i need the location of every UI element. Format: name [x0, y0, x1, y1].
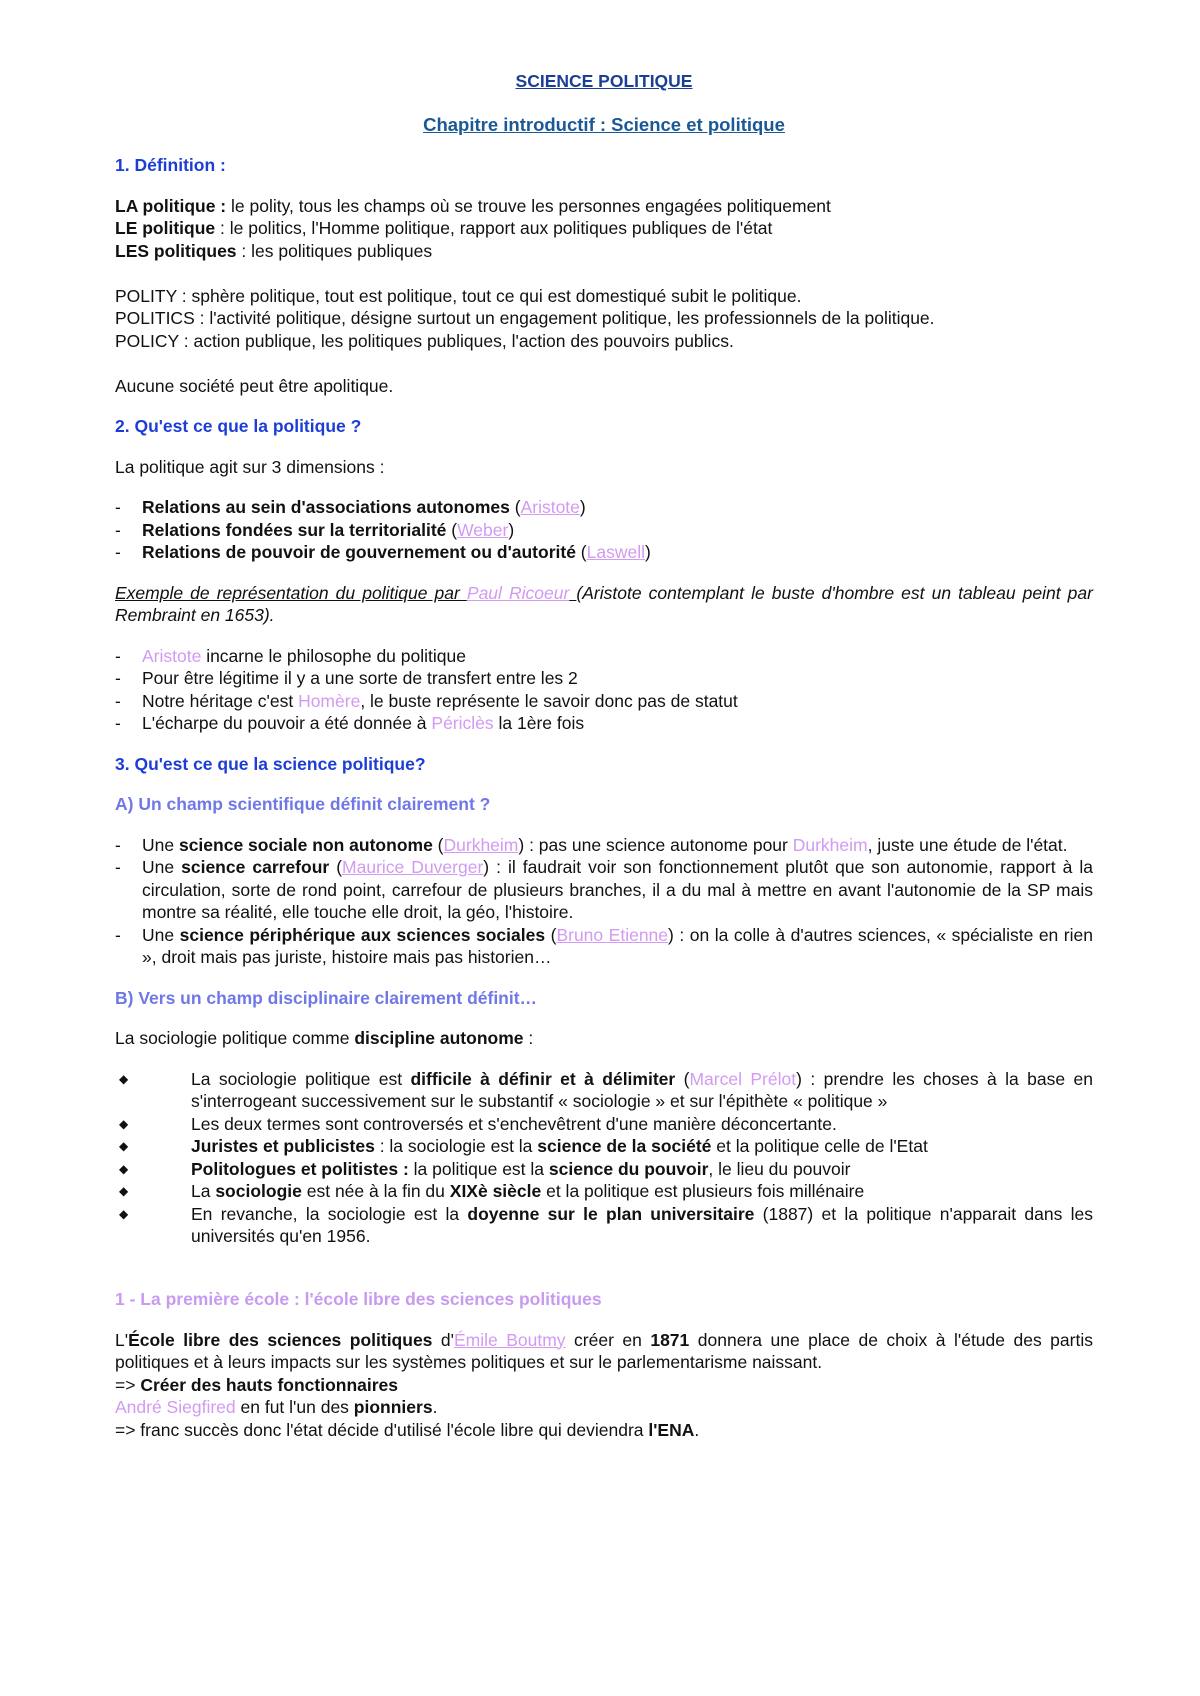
list-item: ◆ Les deux termes sont controversés et s'enchevêtrent d'une manière déconcertante. — [119, 1113, 837, 1134]
diamond-bullet-icon: ◆ — [119, 1116, 129, 1131]
section-heading-politique: 2. Qu'est ce que la politique ? — [115, 416, 362, 436]
hauts-fonctionnaires-line: => Créer des hauts fonctionnaires — [115, 1374, 399, 1395]
diamond-bullet-icon: ◆ — [119, 1071, 129, 1086]
author-link[interactable]: Aristote — [520, 497, 580, 517]
subheading-champ-disciplinaire: B) Vers un champ disciplinaire clairement définit… — [115, 987, 538, 1008]
author-link[interactable]: Émile Boutmy — [453, 1329, 566, 1350]
dash-marker: - — [115, 519, 121, 540]
sociologie-intro: La sociologie politique comme discipline autonome : — [115, 1028, 534, 1048]
painting-points-list — [115, 645, 1093, 735]
science-types-list — [115, 834, 1093, 969]
list-item: - Notre héritage c'est Homère, le buste représente le savoir donc pas de statut — [115, 690, 738, 711]
list-item: - Relations fondées sur la territorialité (Weber) — [115, 519, 515, 540]
author-link[interactable]: Bruno Etienne — [556, 924, 669, 945]
author-name: André Siegfired — [115, 1397, 236, 1417]
dimensions-list — [115, 496, 1093, 564]
author-name: Marcel Prélot — [689, 1068, 797, 1089]
dash-marker: - — [115, 645, 121, 666]
document-title: SCIENCE POLITIQUE — [515, 71, 693, 91]
dash-marker: - — [115, 668, 121, 688]
example-paragraph: Exemple de représentation du politique par Paul Ricoeur (Aristote contemplant le buste d'hombre est un tableau peint par Rembraint en 1653). — [115, 582, 1093, 625]
list-item: - Relations de pouvoir de gouvernement ou d'autorité (Laswell) — [115, 542, 651, 562]
diamond-bullet-icon: ◆ — [119, 1206, 129, 1221]
dash-marker: - — [115, 924, 121, 945]
ena-line: => franc succès donc l'état décide d'utilisé l'école libre qui deviendra l'ENA. — [115, 1419, 700, 1440]
section-heading-definition: 1. Définition : — [115, 155, 226, 175]
policy-line: POLICY : action publique, les politiques publiques, l'action des pouvoirs publics. — [115, 330, 734, 351]
section-heading-premiere-ecole: 1 - La première école : l'école libre des sciences politiques — [115, 1289, 602, 1309]
politics-line: POLITICS : l'activité politique, désigne surtout un engagement politique, les professionnels de la politique. — [115, 308, 935, 328]
list-item: ◆ La sociologie politique est difficile à définir et à délimiter (Marcel Prélot) : prendre les choses à la base en s'interrogeant successivement sur le substantif « sociologie » et sur l'épithète « politique » — [119, 1068, 1093, 1111]
document-subtitle: Chapitre introductif : Science et politique — [423, 113, 785, 135]
author-link[interactable]: Weber — [457, 519, 509, 540]
list-item: - Pour être légitime il y a une sorte de transfert entre les 2 — [115, 668, 578, 688]
author-link[interactable]: Durkheim — [443, 834, 519, 855]
andre-siegfried-line: André Siegfired en fut l'un des pionniers. — [115, 1397, 438, 1417]
list-item: - Aristote incarne le philosophe du politique — [115, 645, 466, 666]
dash-marker: - — [115, 542, 121, 562]
polity-line: POLITY : sphère politique, tout est politique, tout ce qui est domestiqué subit le politique. — [115, 285, 802, 306]
list-item: ◆ Politologues et politistes : la politique est la science du pouvoir, le lieu du pouvoir — [119, 1158, 851, 1179]
ecole-libre-paragraph: L'École libre des sciences politiques d'Émile Boutmy créer en 1871 donnera une place de choix à l'étude des partis politiques et à leurs impacts sur les systèmes politiques et sur le parlementarisme naissant. — [115, 1329, 1093, 1372]
list-item: ◆ En revanche, la sociologie est la doyenne sur le plan universitaire (1887) et la politique n'apparait dans les universités qu'en 1956. — [119, 1203, 1093, 1246]
document-body — [115, 70, 1093, 1441]
author-link[interactable]: Paul Ricoeur — [466, 582, 570, 603]
author-link[interactable]: Maurice Duverger — [342, 857, 484, 877]
list-item: - Une science sociale non autonome (Durkheim) : pas une science autonome pour Durkheim, juste une étude de l'état. — [115, 834, 1068, 855]
subheading-champ-scientifique: A) Un champ scientifique définit clairement ? — [115, 794, 491, 814]
list-item: - L'écharpe du pouvoir a été donnée à Périclès la 1ère fois — [115, 713, 585, 733]
definition-le-politique: LE politique : le politics, l'Homme politique, rapport aux politiques publiques de l'état — [115, 218, 773, 238]
dash-marker: - — [115, 713, 121, 733]
list-item: ◆ Juristes et publicistes : la sociologie est la science de la société et la politique celle de l'Etat — [119, 1136, 928, 1156]
dash-marker: - — [115, 497, 121, 517]
section-heading-science-politique: 3. Qu'est ce que la science politique? — [115, 753, 426, 774]
dash-marker: - — [115, 690, 121, 711]
diamond-bullet-icon: ◆ — [119, 1184, 129, 1198]
list-item: - Une science carrefour (Maurice Duverger) : il faudrait voir son fonctionnement plutôt que son autonomie, rapport à la circulation, sorte de rond point, carrefour de plusieurs branches, il a du mal à mettre en avant l'autonomie de la SP mais montre sa réalité, elle touche elle droit, la géo, l'histoire. — [115, 857, 1093, 922]
dash-marker: - — [115, 857, 121, 877]
list-item: ◆ La sociologie est née à la fin du XIXè siècle et la politique est plusieurs fois millénaire — [119, 1181, 865, 1201]
sociologie-points-list — [115, 1068, 1093, 1248]
definition-les-politiques: LES politiques : les politiques publiques — [115, 240, 433, 261]
diamond-bullet-icon: ◆ — [119, 1139, 129, 1153]
apolitique-line: Aucune société peut être apolitique. — [115, 375, 394, 396]
definition-la-politique: LA politique : le polity, tous les champs où se trouve les personnes engagées politiquement — [115, 195, 831, 216]
author-link[interactable]: Laswell — [586, 542, 646, 562]
dash-marker: - — [115, 834, 121, 855]
list-item: - Relations au sein d'associations autonomes (Aristote) — [115, 497, 586, 517]
list-item: - Une science périphérique aux sciences sociales (Bruno Etienne) : on la colle à d'autres sciences, « spécialiste en rien », droit mais pas juriste, histoire mais pas historien… — [115, 924, 1093, 967]
diamond-bullet-icon: ◆ — [119, 1161, 129, 1176]
dimensions-intro: La politique agit sur 3 dimensions : — [115, 456, 385, 477]
